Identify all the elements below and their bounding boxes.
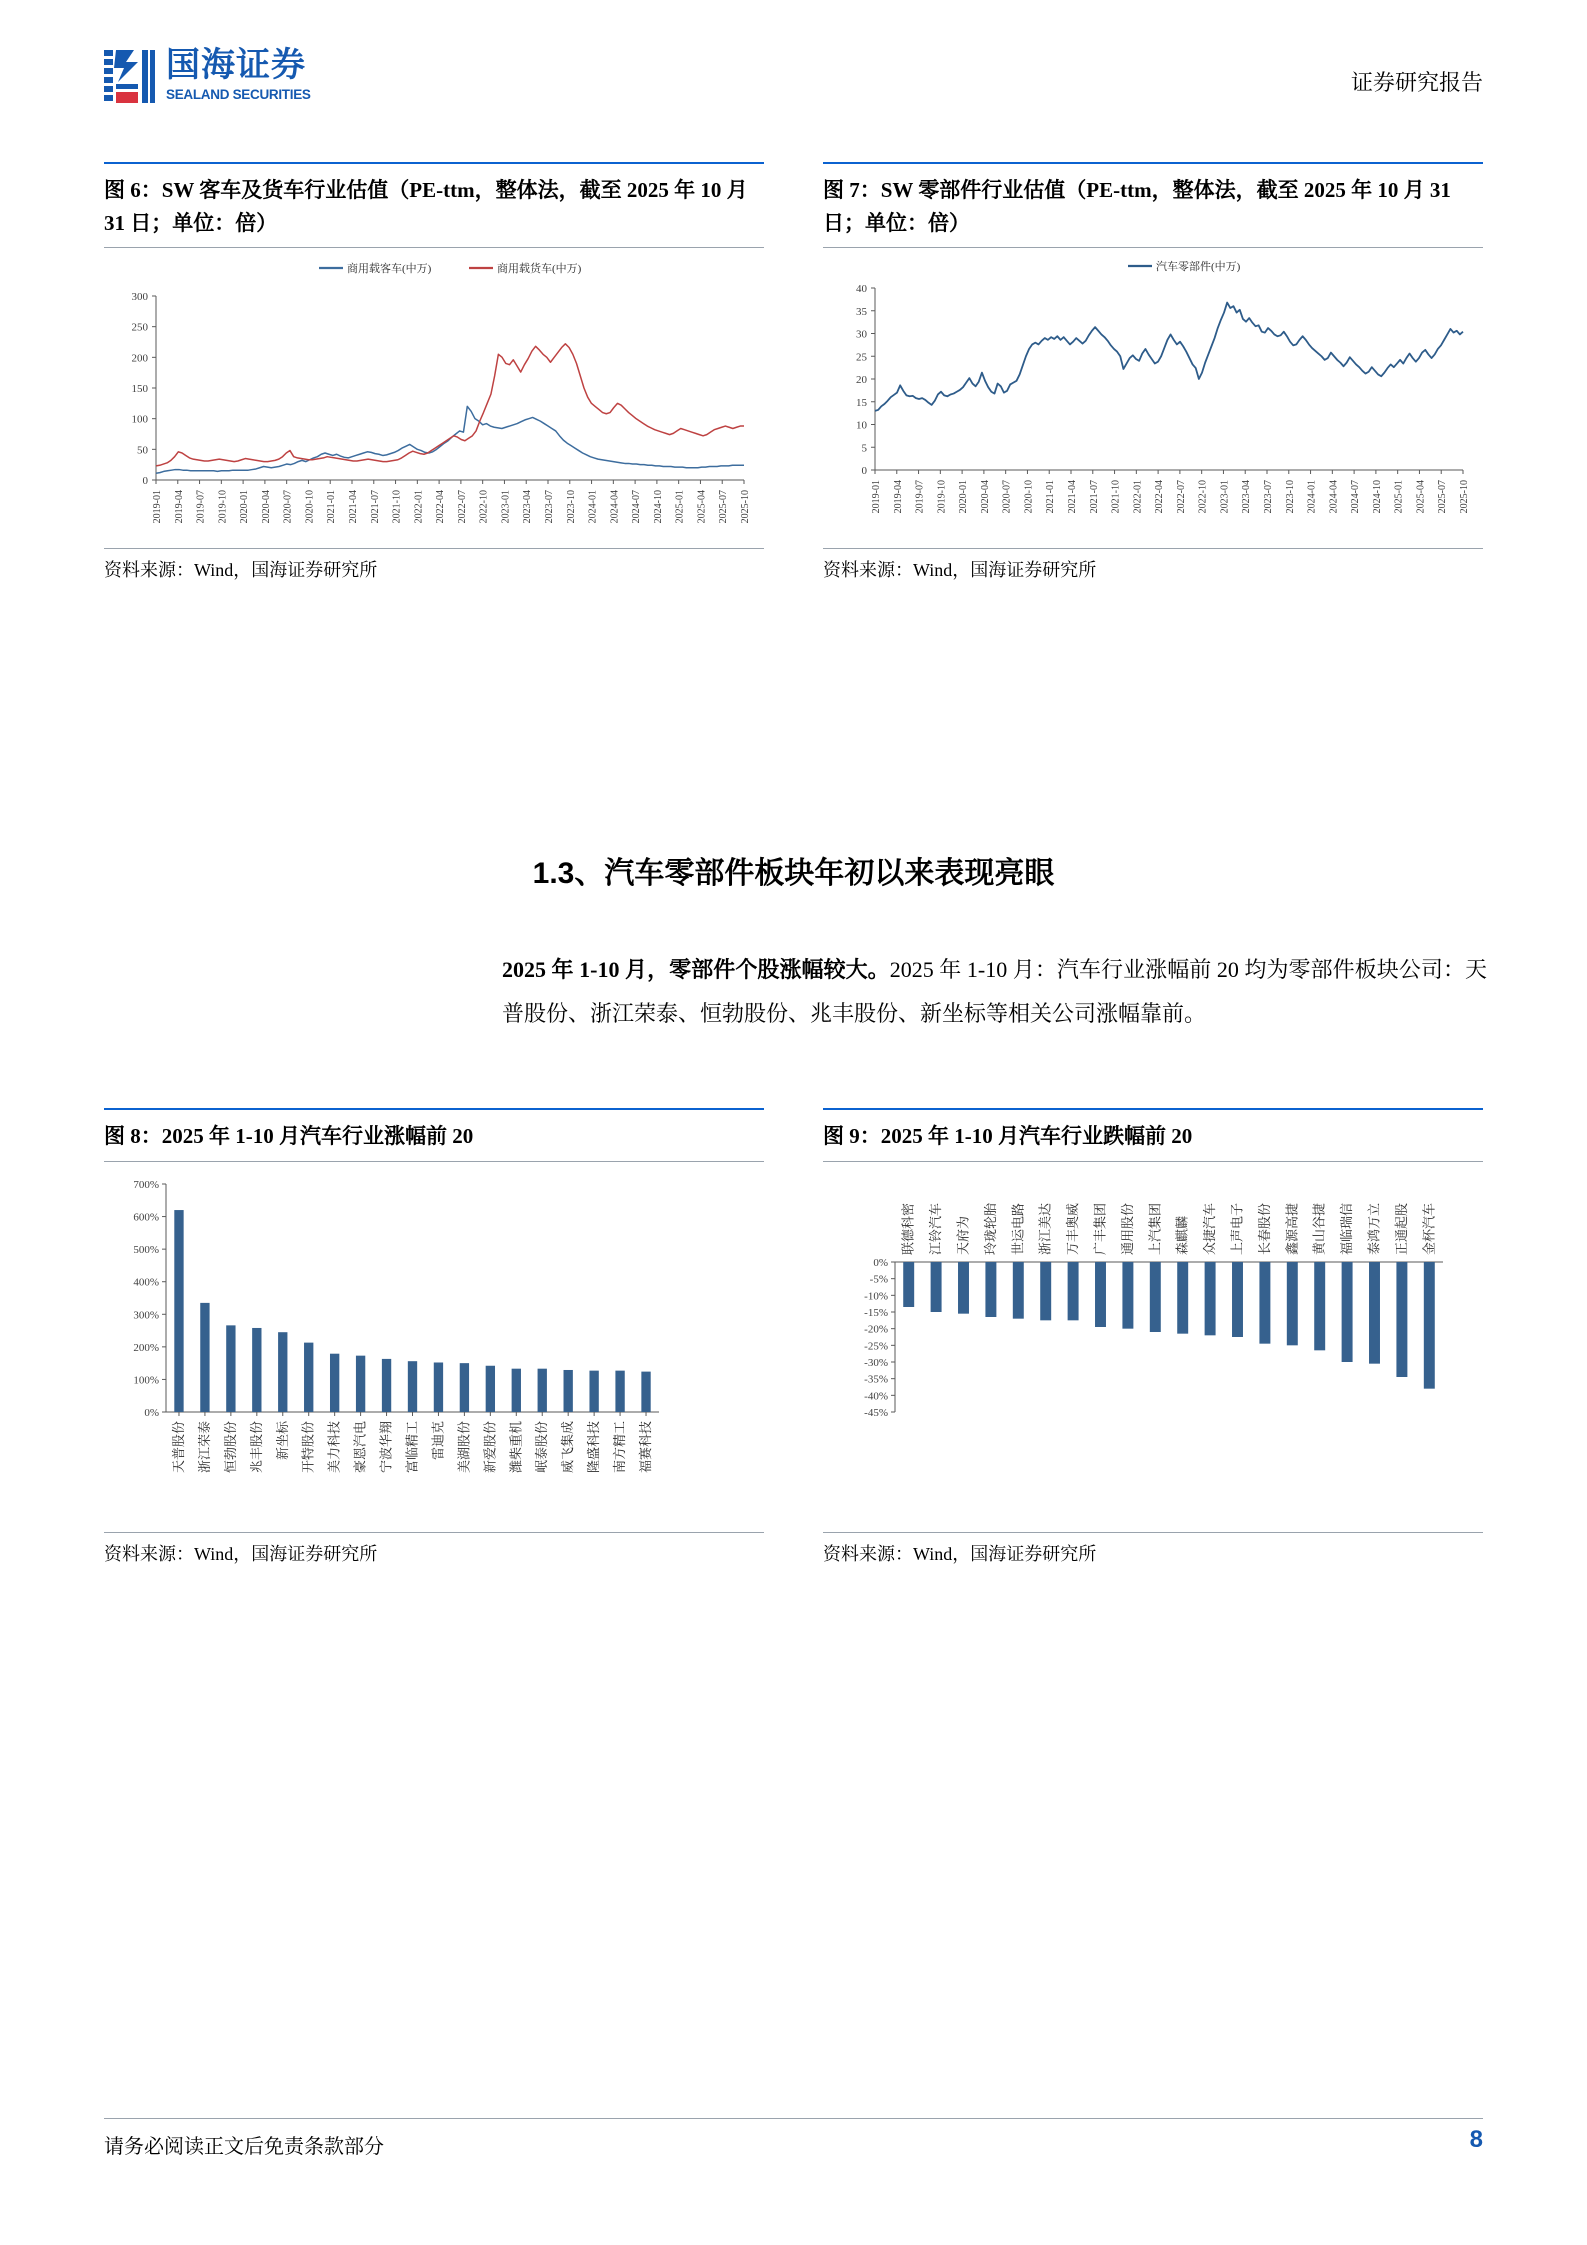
footer-disclaimer: 请务必阅读正文后免责条款部分 [104,2136,384,2158]
svg-text:35: 35 [856,305,867,318]
svg-text:新爱股份: 新爱股份 [482,1420,498,1473]
svg-text:600%: 600% [133,1211,159,1224]
svg-text:2022-04: 2022-04 [435,490,447,524]
svg-text:鑫源高捷: 鑫源高捷 [1284,1202,1300,1255]
svg-text:隆盛科技: 隆盛科技 [586,1420,602,1473]
svg-text:-10%: -10% [864,1289,888,1302]
svg-text:700%: 700% [133,1178,159,1191]
svg-text:南方精工: 南方精工 [612,1420,628,1473]
svg-text:2025-01: 2025-01 [674,490,686,524]
svg-text:2021-04: 2021-04 [1067,480,1078,514]
svg-text:200%: 200% [133,1341,159,1354]
svg-text:万丰奥威: 万丰奥威 [1065,1202,1081,1255]
svg-text:2023-04: 2023-04 [1241,480,1253,514]
svg-text:2023-07: 2023-07 [544,490,555,524]
svg-text:2021-07: 2021-07 [369,490,381,524]
svg-text:2024-04: 2024-04 [609,490,621,524]
svg-text:-35%: -35% [864,1373,888,1386]
svg-text:300: 300 [131,291,148,304]
svg-text:潍柴重机: 潍柴重机 [508,1420,524,1473]
svg-text:威飞集成: 威飞集成 [560,1420,576,1473]
svg-text:众捷汽车: 众捷汽车 [1202,1202,1218,1255]
svg-text:新坐标: 新坐标 [274,1420,290,1460]
svg-text:岷泰股份: 岷泰股份 [534,1420,550,1473]
svg-text:250: 250 [131,321,148,334]
svg-text:2020-04: 2020-04 [979,480,991,514]
svg-text:2022-10: 2022-10 [1197,480,1209,514]
svg-text:200: 200 [131,352,148,365]
svg-text:2021-01: 2021-01 [1045,480,1057,514]
brand-name-cn: 国海证券 [166,46,306,84]
figure-6-chart [104,248,764,548]
footer-divider [104,2118,1483,2119]
svg-text:正通起股: 正通起股 [1393,1202,1409,1255]
svg-text:2022-01: 2022-01 [1132,480,1144,514]
svg-text:2023-07: 2023-07 [1263,480,1274,514]
svg-text:100: 100 [131,413,148,426]
figure-9-title: 图 9：2025 年 1-10 月汽车行业跌幅前 20 [823,1124,1193,1148]
svg-text:2024-07: 2024-07 [631,490,643,524]
svg-text:2025-07: 2025-07 [1437,480,1449,514]
svg-text:富临精工: 富临精工 [404,1420,420,1473]
svg-text:-40%: -40% [864,1389,888,1402]
svg-text:2020-10: 2020-10 [1023,480,1035,514]
svg-text:-20%: -20% [864,1323,888,1336]
svg-text:-5%: -5% [869,1273,888,1286]
svg-text:500%: 500% [133,1243,159,1256]
brand-logo [104,48,311,106]
svg-text:0: 0 [861,465,867,478]
svg-text:2019-04: 2019-04 [892,480,904,514]
svg-text:联德科密: 联德科密 [900,1202,916,1255]
svg-text:2024-10: 2024-10 [652,490,664,524]
brand-name-en: SEALAND SECURITIES [166,86,311,102]
svg-text:300%: 300% [133,1308,159,1321]
svg-text:40: 40 [856,283,867,296]
svg-text:2019-01: 2019-01 [152,490,163,524]
svg-text:宁波华翔: 宁波华翔 [378,1420,394,1473]
svg-text:2021-10: 2021-10 [1110,480,1122,514]
svg-text:长春股份: 长春股份 [1256,1202,1272,1255]
svg-text:世运电路: 世运电路 [1010,1202,1026,1255]
svg-text:福赛科技: 福赛科技 [638,1420,654,1473]
body-paragraph [502,948,1487,1036]
svg-text:400%: 400% [133,1276,159,1289]
svg-text:2024-01: 2024-01 [587,490,599,524]
svg-text:玲珑轮胎: 玲珑轮胎 [982,1202,998,1255]
svg-text:2024-01: 2024-01 [1306,480,1318,514]
svg-text:2020-04: 2020-04 [260,490,272,524]
svg-text:50: 50 [137,444,148,457]
svg-text:2025-04: 2025-04 [1415,480,1427,514]
svg-text:2022-07: 2022-07 [456,490,468,524]
figure-6-block [104,162,764,582]
figure-8-source: 资料来源：Wind，国海证券研究所 [104,1543,378,1564]
svg-text:美湖股份: 美湖股份 [456,1420,472,1473]
svg-text:30: 30 [856,328,867,341]
svg-text:2020-01: 2020-01 [239,490,251,524]
svg-text:-15%: -15% [864,1306,888,1319]
svg-text:2021-07: 2021-07 [1088,480,1100,514]
svg-text:150: 150 [131,383,148,396]
svg-text:开特股份: 开特股份 [300,1420,316,1473]
svg-text:2024-07: 2024-07 [1350,480,1362,514]
svg-text:2020-07: 2020-07 [1001,480,1013,514]
svg-text:100%: 100% [133,1373,159,1386]
svg-text:2019-01: 2019-01 [871,480,882,514]
svg-text:2023-10: 2023-10 [1284,480,1296,514]
svg-text:2019-04: 2019-04 [173,490,185,524]
svg-text:2023-10: 2023-10 [565,490,577,524]
svg-text:2025-10: 2025-10 [1459,480,1470,514]
svg-text:2023-04: 2023-04 [522,490,534,524]
svg-text:浙江美达: 浙江美达 [1037,1202,1053,1255]
svg-text:黄山谷捷: 黄山谷捷 [1311,1202,1327,1255]
svg-text:2022-07: 2022-07 [1175,480,1187,514]
figure-9-chart [823,1162,1483,1532]
svg-text:2021-04: 2021-04 [348,490,359,524]
sealand-logo-icon [104,48,156,106]
svg-text:2020-10: 2020-10 [304,490,316,524]
svg-text:2024-10: 2024-10 [1371,480,1383,514]
svg-text:2025-07: 2025-07 [718,490,730,524]
svg-text:2023-01: 2023-01 [500,490,512,524]
svg-text:-30%: -30% [864,1356,888,1369]
svg-text:2025-04: 2025-04 [696,490,708,524]
svg-text:-25%: -25% [864,1339,888,1352]
report-type-label: 证券研究报告 [1350,70,1483,95]
svg-text:0%: 0% [144,1406,159,1419]
svg-text:天普股份: 天普股份 [170,1420,186,1473]
svg-text:通用股份: 通用股份 [1119,1202,1135,1255]
svg-text:美力科技: 美力科技 [326,1420,342,1473]
svg-text:兆丰股份: 兆丰股份 [248,1420,264,1473]
svg-text:2022-10: 2022-10 [478,490,490,524]
figure-8-title: 图 8：2025 年 1-10 月汽车行业涨幅前 20 [104,1124,474,1148]
figure-8-chart [104,1162,764,1532]
svg-text:2025-01: 2025-01 [1393,480,1405,514]
svg-text:2019-07: 2019-07 [914,480,926,514]
page-number: 8 [1469,2126,1483,2153]
svg-text:2021-10: 2021-10 [391,490,403,524]
svg-text:江铃汽车: 江铃汽车 [928,1202,944,1255]
figure-9-source: 资料来源：Wind，国海证券研究所 [823,1543,1097,1564]
svg-text:福临瑞信: 福临瑞信 [1339,1202,1355,1255]
svg-text:25: 25 [856,351,867,364]
svg-text:20: 20 [856,374,867,387]
figure-7-source: 资料来源：Wind，国海证券研究所 [823,560,1097,581]
svg-text:金杯汽车: 金杯汽车 [1421,1202,1437,1255]
svg-text:恒勃股份: 恒勃股份 [222,1420,238,1473]
svg-text:森麒麟: 森麒麟 [1174,1215,1190,1255]
svg-text:2019-07: 2019-07 [195,490,207,524]
svg-text:商用载货车(中万): 商用载货车(中万) [497,263,582,276]
svg-text:2022-04: 2022-04 [1154,480,1166,514]
figure-9-block [823,1108,1483,1566]
svg-text:5: 5 [861,442,867,455]
svg-text:雷迪克: 雷迪克 [430,1420,446,1460]
svg-text:-45%: -45% [864,1406,888,1419]
svg-text:2022-01: 2022-01 [413,490,425,524]
svg-text:天府为: 天府为 [955,1215,971,1255]
svg-text:10: 10 [856,419,867,432]
figure-6-title: 图 6：SW 客车及货车行业估值（PE-ttm，整体法，截至 2025 年 10 月 31 日；单位：倍） [104,178,748,235]
svg-text:2020-07: 2020-07 [282,490,294,524]
section-heading: 1.3、汽车零部件板块年初以来表现亮眼 [532,857,1055,890]
paragraph-rest: 2025 年 1-10 月：汽车行业涨幅前 20 均为零部件板块公司：天普股份、浙江荣泰、恒勃股份、兆丰股份、新坐标等相关公司涨幅靠前。 [502,957,1488,1026]
svg-text:泰鸿万立: 泰鸿万立 [1366,1202,1382,1255]
svg-text:15: 15 [856,396,867,409]
svg-text:2023-01: 2023-01 [1219,480,1231,514]
svg-text:上汽集团: 上汽集团 [1147,1202,1163,1255]
svg-text:商用载客车(中万): 商用载客车(中万) [347,263,432,276]
paragraph-lead: 2025 年 1-10 月，零部件个股涨幅较大。 [502,957,890,982]
svg-text:2021-01: 2021-01 [326,490,338,524]
svg-text:浙江荣泰: 浙江荣泰 [196,1420,212,1473]
figure-7-chart [823,248,1483,548]
svg-text:2019-10: 2019-10 [936,480,948,514]
svg-text:广丰集团: 广丰集团 [1092,1202,1108,1255]
svg-text:2020-01: 2020-01 [958,480,970,514]
figure-7-block [823,162,1483,582]
figure-7-title: 图 7：SW 零部件行业估值（PE-ttm，整体法，截至 2025 年 10 月 31 日；单位：倍） [823,178,1451,235]
svg-text:2019-10: 2019-10 [217,490,229,524]
figure-8-block [104,1108,764,1566]
svg-text:汽车零部件(中万): 汽车零部件(中万) [1156,261,1241,274]
svg-text:2024-04: 2024-04 [1328,480,1340,514]
page-header [0,0,1587,130]
svg-text:2025-10: 2025-10 [740,490,751,524]
svg-text:豪恩汽电: 豪恩汽电 [352,1420,368,1473]
svg-text:0: 0 [142,475,148,488]
svg-text:上声电子: 上声电子 [1229,1202,1245,1255]
svg-text:0%: 0% [873,1256,888,1269]
figure-6-source: 资料来源：Wind，国海证券研究所 [104,560,378,581]
